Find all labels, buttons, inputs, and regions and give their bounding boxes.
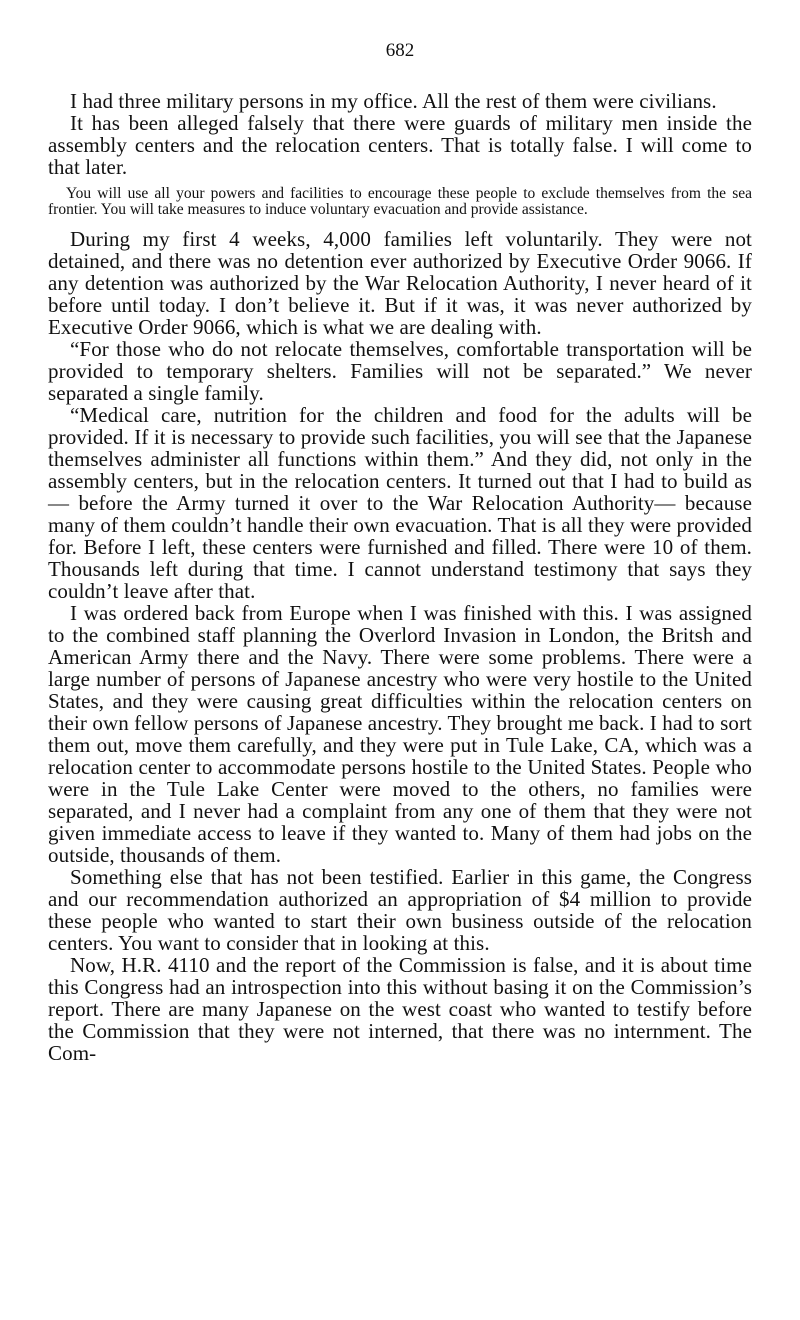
document-page <box>48 40 752 1064</box>
paragraph-transportation-quote: “For those who do not relocate themselves, comfortable transportation will be provided to temporary shelters. Families will not be separated.” We never separated a single family. <box>48 337 752 405</box>
paragraph-military-persons: I had three military persons in my office. All the rest of them were civilians. <box>70 89 717 113</box>
paragraph-ordered-back: I was ordered back from Europe when I was finished with this. I was assigned to the combined staff planning the Overlord Invasion in London, the Britsh and American Army there and the Navy. There were some problems. There were a large number of persons of Japanese ancestry who were very hostile to the United States, and they were causing great difficulties within the relocation centers on their own fellow persons of Japanese ancestry. They brought me back. I had to sort them out, move them carefully, and they were put in Tule Lake, CA, which was a relocation center to accommodate persons hostile to the United States. People who were in the Tule Lake Center were moved to the others, no families were separated, and I never had a complaint from any one of them that they were not given immediate access to leave if they wanted to. Many of them had jobs on the outside, thousands of them. <box>48 601 752 867</box>
paragraph-voluntary-families: During my first 4 weeks, 4,000 families left voluntarily. They were not detained, and there was no detention ever authorized by Executive Order 9066. If any detention was authorized by the War Relocation Authority, I never heard of it before until today. I don’t believe it. But if it was, it was never authorized by Executive Order 9066, which is what we are dealing with. <box>48 227 752 339</box>
block-quote-order: You will use all your powers and facilities to encourage these people to exclude themselves from the sea frontier. You will take measures to induce voluntary evacuation and provide assistance. <box>48 185 752 218</box>
paragraph-guards-allegation: It has been alleged falsely that there were guards of military men inside the assembly centers and the relocation centers. That is totally false. I will come to that later. <box>48 111 752 179</box>
paragraph-appropriation: Something else that has not been testified. Earlier in this game, the Congress and our recommendation authorized an appropriation of $4 million to provide these people who wanted to start their own business outside of the relocation centers. You want to consider that in looking at this. <box>48 865 752 955</box>
paragraph-medical-care: “Medical care, nutrition for the children and food for the adults will be provided. If it is necessary to provide such facilities, you will see that the Japanese themselves administer all functions within them.” And they did, not only in the assembly centers, but in the relocation centers. It turned out that I had to build as— before the Army turned it over to the War Relocation Authority— because many of them couldn’t handle their own evacuation. That is all they were provided for. Before I left, these centers were furnished and filled. There were 10 of them. Thousands left during that time. I cannot understand testimony that says they couldn’t leave after that. <box>48 403 752 603</box>
paragraph-hr-4110: Now, H.R. 4110 and the report of the Commission is false, and it is about time this Congress had an introspection into this without basing it on the Commission’s report. There are many Japanese on the west coast who wanted to testify before the Commission that they were not interned, that there was no internment. The Com- <box>48 953 752 1065</box>
page-number: 682 <box>385 40 415 61</box>
